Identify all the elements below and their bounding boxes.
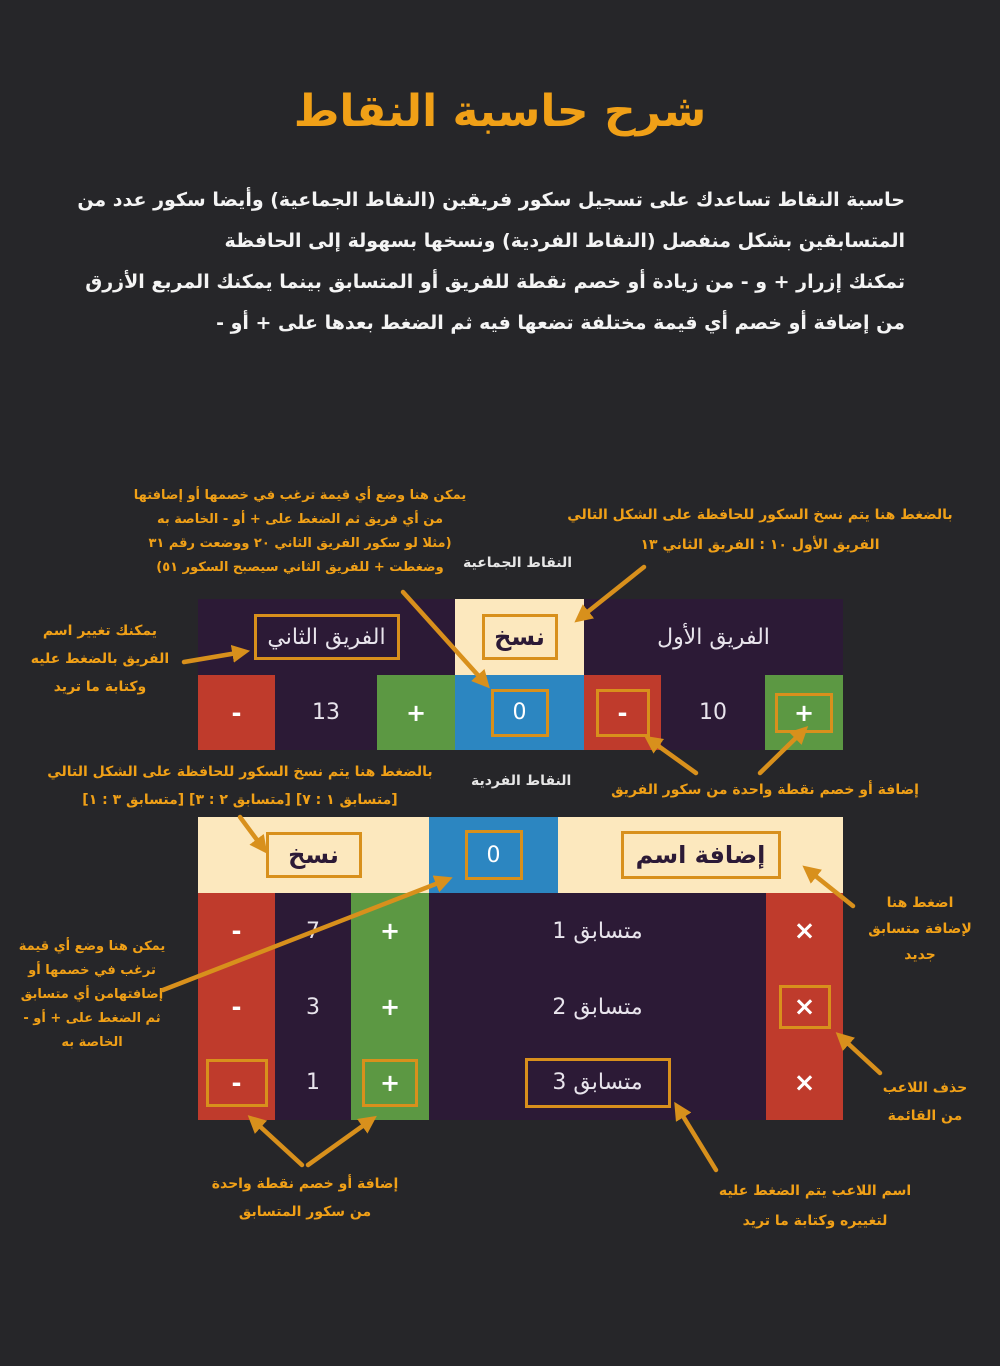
team2-score: 13 [275,675,377,750]
note-team-copy: بالضغط هنا يتم نسخ السكور للحافظة على الشكل التالي الفريق الأول ١٠ : الفريق الثاني ١٣ [567,507,953,553]
player-minus-button[interactable]: - [198,969,275,1045]
arrow [650,740,696,773]
note-delete-player: حذف اللاعب من القائمة [882,1080,968,1124]
team1-score: 10 [661,675,765,750]
arrow [678,1108,716,1170]
player-score: 3 [275,969,351,1045]
team2-minus-button[interactable]: - [198,675,275,750]
player-plus-button[interactable]: + [351,969,429,1045]
delete-player-label: × [779,985,831,1029]
team1-minus-label: - [596,689,650,737]
note-team-plus-minus: إضافة أو خصم نقطة واحدة من سكور الفريق [611,782,919,798]
note-player-plus-minus: إضافة أو خصم نقطة واحدة من سكور المتسابق [211,1176,399,1220]
player-minus-label: - [206,1059,268,1107]
arrow [163,880,446,990]
intro-line: من إضافة أو خصم أي قيمة مختلفة تضعها فيه ثم الضغط بعدها على + أو - [216,312,905,334]
team1-name[interactable]: الفريق الأول [584,599,843,675]
arrow [760,731,803,773]
player-plus-button[interactable]: + [351,893,429,969]
player-score: 7 [275,893,351,969]
player-name[interactable]: متسابق 2 [429,969,766,1045]
player-name[interactable]: متسابق 1 [429,893,766,969]
team2-plus-button[interactable]: + [377,675,455,750]
team-copy-label: نسخ [482,614,558,660]
arrow [580,567,644,618]
delete-player-button[interactable]: × [766,893,843,969]
player-plus-label: + [362,1059,418,1107]
page-title: شرح حاسبة النقاط [293,86,707,137]
player-score: 1 [275,1045,351,1120]
intro-line: حاسبة النقاط تساعدك على تسجيل سكور فريقين (النقاط الجماعية) وأيضا سكور عدد من [77,189,905,211]
delete-player-button[interactable]: × [766,1045,843,1120]
note-rename-player: اسم اللاعب يتم الضغط عليه لتغييره وكتابة ما تريد [718,1183,912,1229]
arrow [841,1037,880,1073]
individual-custom-value: 0 [465,830,523,880]
note-team-custom-value: يمكن هنا وضع أي قيمة ترغب في خصمها أو إضافتها من أي فريق ثم الضغط على + أو - الخاصة به (مثلا لو سكور الفريق الثاني ٢٠ ووضعت رقم ٣١ وضغطت + للفريق الثاني سيصبح السكور ٥١) [133,488,467,575]
player-minus-button[interactable]: - [198,893,275,969]
team-custom-value: 0 [491,689,549,737]
note-individual-custom-value: يمكن هنا وضع أي قيمة ترغب في خصمها أو إضافتهامن أي متسابق ثم الضغط على + أو - الخاصة به [18,939,166,1050]
individual-copy-label: نسخ [266,832,362,878]
individual-section-label: النقاط الفردية [471,773,572,789]
player-name-label: متسابق 3 [525,1058,671,1108]
note-rename-team: يمكنك تغيير اسم الفريق بالضغط عليه وكتابة ما تريد [30,623,170,695]
arrow [240,817,263,848]
note-individual-copy: بالضغط هنا يتم نسخ السكور للحافظة على الشكل التالي [متسابق ١ : ٧] [متسابق ٢ : ٣] [متسابق ٣ : ١] [47,764,433,808]
team2-name-label: الفريق الثاني [254,614,400,660]
arrow [253,1120,302,1165]
intro-line: تمكنك إزرار + و - من زيادة أو خصم نقطة للفريق أو المتسابق بينما يمكنك المربع الأزرق [85,271,905,293]
add-player-label: إضافة اسم [621,831,781,879]
team1-plus-label: + [775,693,833,733]
intro-line: المتسابقين بشكل منفصل (النقاط الفردية) ونسخها بسهولة إلى الحافظة [224,230,905,252]
arrow [184,652,243,662]
note-add-player: اضغط هنا لإضافة متسابق جديد [868,895,972,963]
team-section-label: النقاط الجماعية [463,555,573,571]
arrow [308,1120,371,1165]
arrow [403,592,485,683]
arrow [808,870,853,906]
